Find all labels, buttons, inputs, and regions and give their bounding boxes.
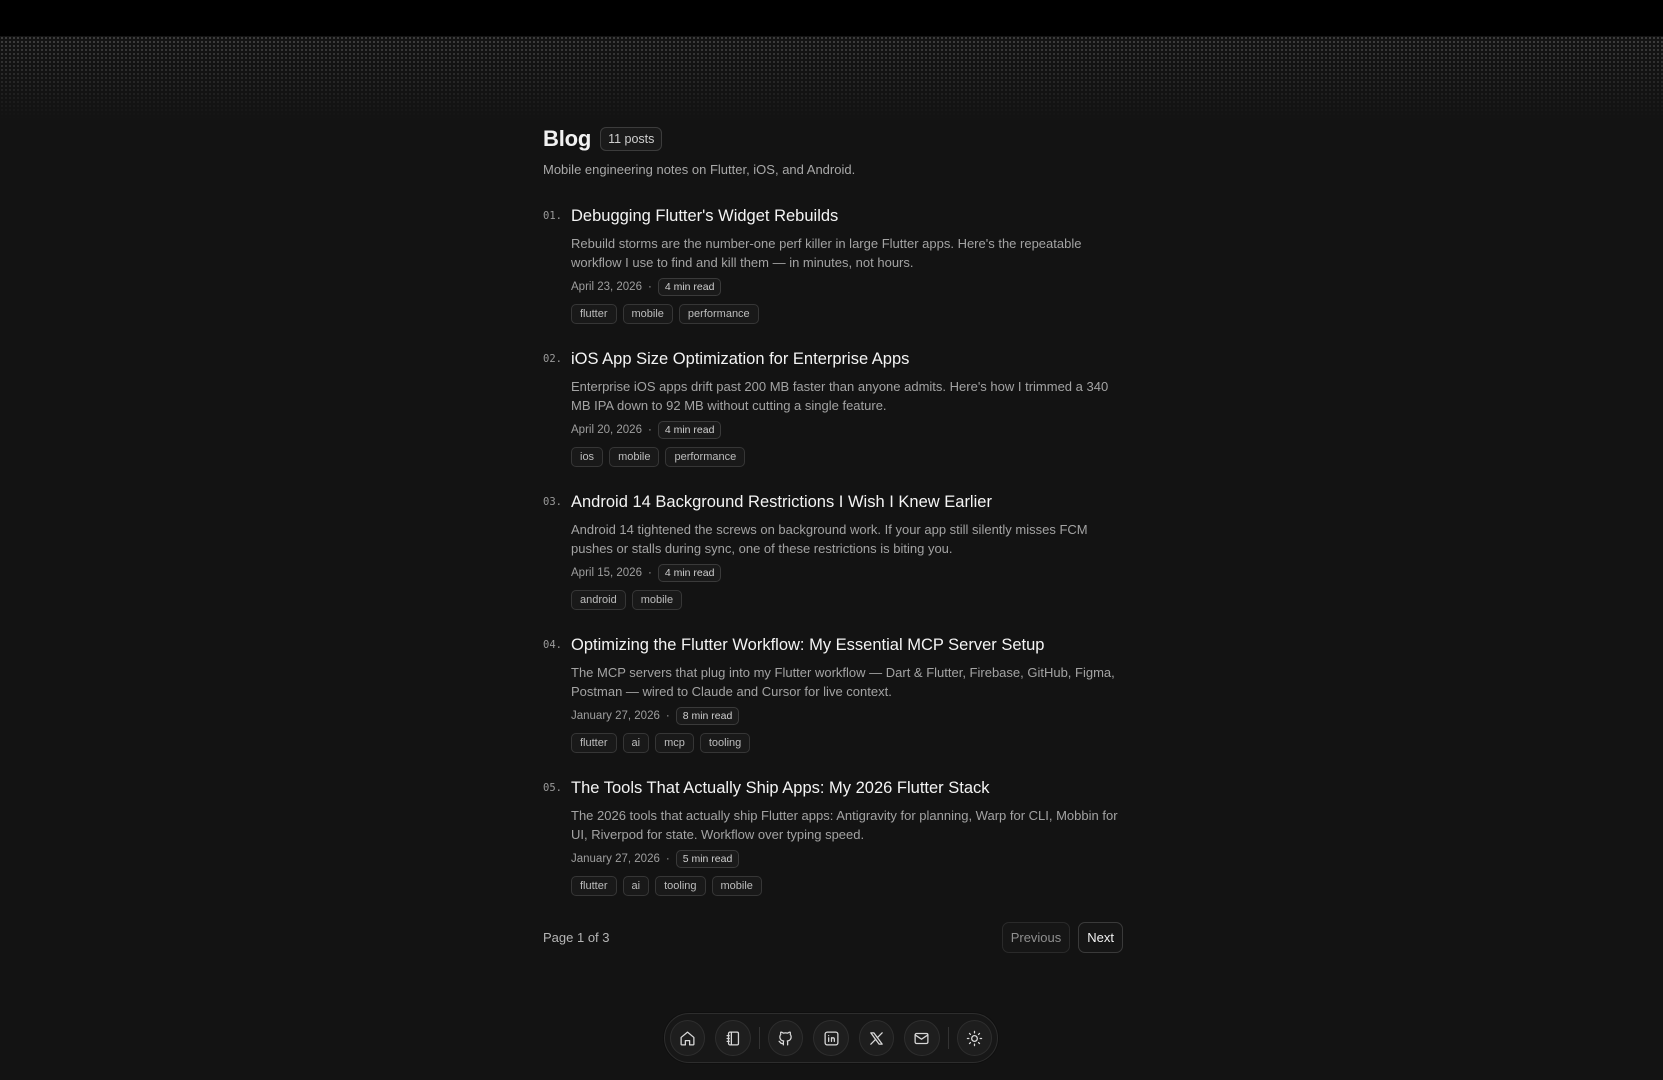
- dot-pattern: [0, 36, 1663, 120]
- post-date: April 23, 2026: [571, 281, 642, 293]
- next-button[interactable]: Next: [1078, 922, 1123, 953]
- tag[interactable]: flutter: [571, 876, 617, 896]
- post-date: April 15, 2026: [571, 567, 642, 579]
- post-meta: [571, 564, 1123, 582]
- post-count-badge: 11 posts: [600, 127, 662, 151]
- post-description: The 2026 tools that actually ship Flutter apps: Antigravity for planning, Warp for CLI, Mobbin for UI, Riverpod for state. Workflow over typing speed.: [571, 808, 1118, 842]
- linkedin-button[interactable]: [813, 1020, 848, 1056]
- github-icon: [777, 1030, 794, 1047]
- post-number: 02.: [543, 353, 562, 365]
- linkedin-icon: [823, 1030, 840, 1047]
- post-item[interactable]: [543, 205, 1123, 348]
- post-item[interactable]: [543, 491, 1123, 634]
- x-button[interactable]: [859, 1020, 894, 1056]
- post-item[interactable]: [543, 777, 1123, 920]
- post-tags: [571, 733, 1123, 753]
- post-tags: [571, 304, 1123, 324]
- post-number: 04.: [543, 639, 562, 651]
- post-number: 03.: [543, 496, 562, 508]
- post-title-link[interactable]: Optimizing the Flutter Workflow: My Essential MCP Server Setup: [571, 636, 1045, 654]
- page-header: [543, 126, 1123, 152]
- mail-icon: [913, 1030, 930, 1047]
- post-description: Rebuild storms are the number-one perf killer in large Flutter apps. Here's the repeatable workflow I use to find and kill them — in minutes, not hours.: [571, 236, 1082, 270]
- post-description: The MCP servers that plug into my Flutter workflow — Dart & Flutter, Firebase, GitHub, Figma, Postman — wired to Claude and Cursor for live context.: [571, 665, 1115, 699]
- meta-separator: ·: [665, 853, 670, 865]
- post-meta: [571, 278, 1123, 296]
- tag[interactable]: flutter: [571, 304, 617, 324]
- post-meta: [571, 421, 1123, 439]
- dock-divider: [759, 1027, 760, 1049]
- dock-divider: [948, 1027, 949, 1049]
- post-tags: [571, 590, 1123, 610]
- theme-toggle-button[interactable]: [957, 1020, 992, 1056]
- tag[interactable]: flutter: [571, 733, 617, 753]
- main-content: [543, 126, 1123, 953]
- post-date: January 27, 2026: [571, 853, 660, 865]
- post-tags: [571, 876, 1123, 896]
- post-date: April 20, 2026: [571, 424, 642, 436]
- post-title-link[interactable]: The Tools That Actually Ship Apps: My 2026 Flutter Stack: [571, 779, 990, 797]
- post-list: [543, 205, 1123, 920]
- read-time-badge: 8 min read: [676, 707, 740, 725]
- tag[interactable]: performance: [665, 447, 745, 467]
- tag[interactable]: tooling: [655, 876, 705, 896]
- home-icon: [679, 1030, 696, 1047]
- previous-button[interactable]: Previous: [1002, 922, 1071, 953]
- meta-separator: ·: [665, 710, 670, 722]
- post-description: Enterprise iOS apps drift past 200 MB faster than anyone admits. Here's how I trimmed a 340 MB IPA down to 92 MB without cutting a single feature.: [571, 379, 1109, 413]
- post-tags: [571, 447, 1123, 467]
- tag[interactable]: performance: [679, 304, 759, 324]
- read-time-badge: 5 min read: [676, 850, 740, 868]
- read-time-badge: 4 min read: [658, 421, 722, 439]
- pagination: [543, 922, 1123, 953]
- tag[interactable]: mobile: [712, 876, 762, 896]
- sun-icon: [966, 1030, 983, 1047]
- post-date: January 27, 2026: [571, 710, 660, 722]
- post-title-link[interactable]: Debugging Flutter's Widget Rebuilds: [571, 207, 839, 225]
- pagination-buttons: [1002, 922, 1123, 953]
- tag[interactable]: ai: [623, 876, 650, 896]
- bottom-dock: [664, 1013, 998, 1063]
- github-button[interactable]: [768, 1020, 803, 1056]
- tag[interactable]: ios: [571, 447, 603, 467]
- tag[interactable]: tooling: [700, 733, 750, 753]
- post-item[interactable]: [543, 634, 1123, 777]
- top-bar: [0, 0, 1663, 36]
- meta-separator: ·: [647, 281, 652, 293]
- post-meta: [571, 850, 1123, 868]
- tag[interactable]: ai: [623, 733, 650, 753]
- tag[interactable]: mobile: [632, 590, 682, 610]
- post-number: 01.: [543, 210, 562, 222]
- mail-button[interactable]: [904, 1020, 939, 1056]
- meta-separator: ·: [647, 424, 652, 436]
- post-meta: [571, 707, 1123, 725]
- page-indicator: Page 1 of 3: [543, 930, 610, 945]
- blog-button[interactable]: [715, 1020, 750, 1056]
- home-button[interactable]: [670, 1020, 705, 1056]
- tag[interactable]: mobile: [609, 447, 659, 467]
- read-time-badge: 4 min read: [658, 564, 722, 582]
- post-title-link[interactable]: Android 14 Background Restrictions I Wish I Knew Earlier: [571, 493, 992, 511]
- meta-separator: ·: [647, 567, 652, 579]
- post-description: Android 14 tightened the screws on background work. If your app still silently misses FCM pushes or stalls during sync, one of these restrictions is biting you.: [571, 522, 1088, 556]
- read-time-badge: 4 min read: [658, 278, 722, 296]
- tag[interactable]: mobile: [623, 304, 673, 324]
- post-number: 05.: [543, 782, 562, 794]
- page-title: Blog: [543, 126, 592, 151]
- x-icon: [868, 1030, 885, 1047]
- post-item[interactable]: [543, 348, 1123, 491]
- tag[interactable]: android: [571, 590, 626, 610]
- post-title-link[interactable]: iOS App Size Optimization for Enterprise Apps: [571, 350, 910, 368]
- page-subtitle: Mobile engineering notes on Flutter, iOS, and Android.: [543, 162, 856, 177]
- tag[interactable]: mcp: [655, 733, 694, 753]
- notebook-icon: [725, 1030, 742, 1047]
